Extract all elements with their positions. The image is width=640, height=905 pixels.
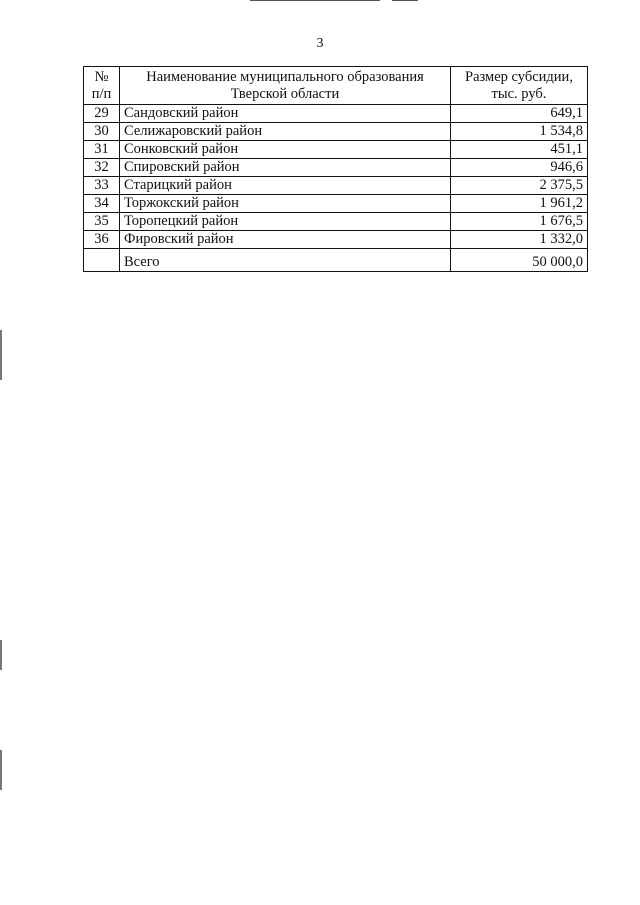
page-number: 3 bbox=[316, 36, 324, 51]
row-number: 35 bbox=[84, 213, 120, 231]
header-municipality-name: Наименование муниципального образования Тверской области bbox=[120, 67, 451, 105]
row-number: 34 bbox=[84, 195, 120, 213]
table-row bbox=[84, 141, 588, 159]
row-municipality: Фировский район bbox=[120, 231, 451, 249]
total-number bbox=[84, 249, 120, 272]
row-municipality: Торжокский район bbox=[120, 195, 451, 213]
row-amount: 649,1 bbox=[451, 105, 588, 123]
row-number: 32 bbox=[84, 159, 120, 177]
row-amount: 1 332,0 bbox=[451, 231, 588, 249]
scan-artifact-edge bbox=[0, 640, 2, 670]
row-number: 31 bbox=[84, 141, 120, 159]
row-municipality: Сонковский район bbox=[120, 141, 451, 159]
scan-artifact-edge bbox=[0, 750, 2, 790]
row-amount: 451,1 bbox=[451, 141, 588, 159]
table-row bbox=[84, 159, 588, 177]
table-row bbox=[84, 231, 588, 249]
row-amount: 2 375,5 bbox=[451, 177, 588, 195]
subsidy-table bbox=[83, 66, 588, 272]
header-number: № п/п bbox=[84, 67, 120, 105]
row-number: 33 bbox=[84, 177, 120, 195]
table-row bbox=[84, 123, 588, 141]
row-municipality: Селижаровский район bbox=[120, 123, 451, 141]
row-municipality: Сандовский район bbox=[120, 105, 451, 123]
row-municipality: Старицкий район bbox=[120, 177, 451, 195]
row-amount: 946,6 bbox=[451, 159, 588, 177]
scan-artifact-edge bbox=[0, 330, 2, 380]
row-number: 30 bbox=[84, 123, 120, 141]
header-subsidy-amount: Размер субсидии, тыс. руб. bbox=[451, 67, 588, 105]
table-header-row bbox=[84, 67, 588, 105]
table-row bbox=[84, 105, 588, 123]
table-row bbox=[84, 195, 588, 213]
table-row bbox=[84, 177, 588, 195]
table-row bbox=[84, 213, 588, 231]
row-number: 29 bbox=[84, 105, 120, 123]
row-number: 36 bbox=[84, 231, 120, 249]
row-amount: 1 961,2 bbox=[451, 195, 588, 213]
total-amount: 50 000,0 bbox=[451, 249, 588, 272]
total-label: Всего bbox=[120, 249, 451, 272]
row-amount: 1 534,8 bbox=[451, 123, 588, 141]
row-municipality: Спировский район bbox=[120, 159, 451, 177]
scan-artifact-top bbox=[250, 0, 420, 2]
row-municipality: Торопецкий район bbox=[120, 213, 451, 231]
row-amount: 1 676,5 bbox=[451, 213, 588, 231]
total-row bbox=[84, 249, 588, 272]
